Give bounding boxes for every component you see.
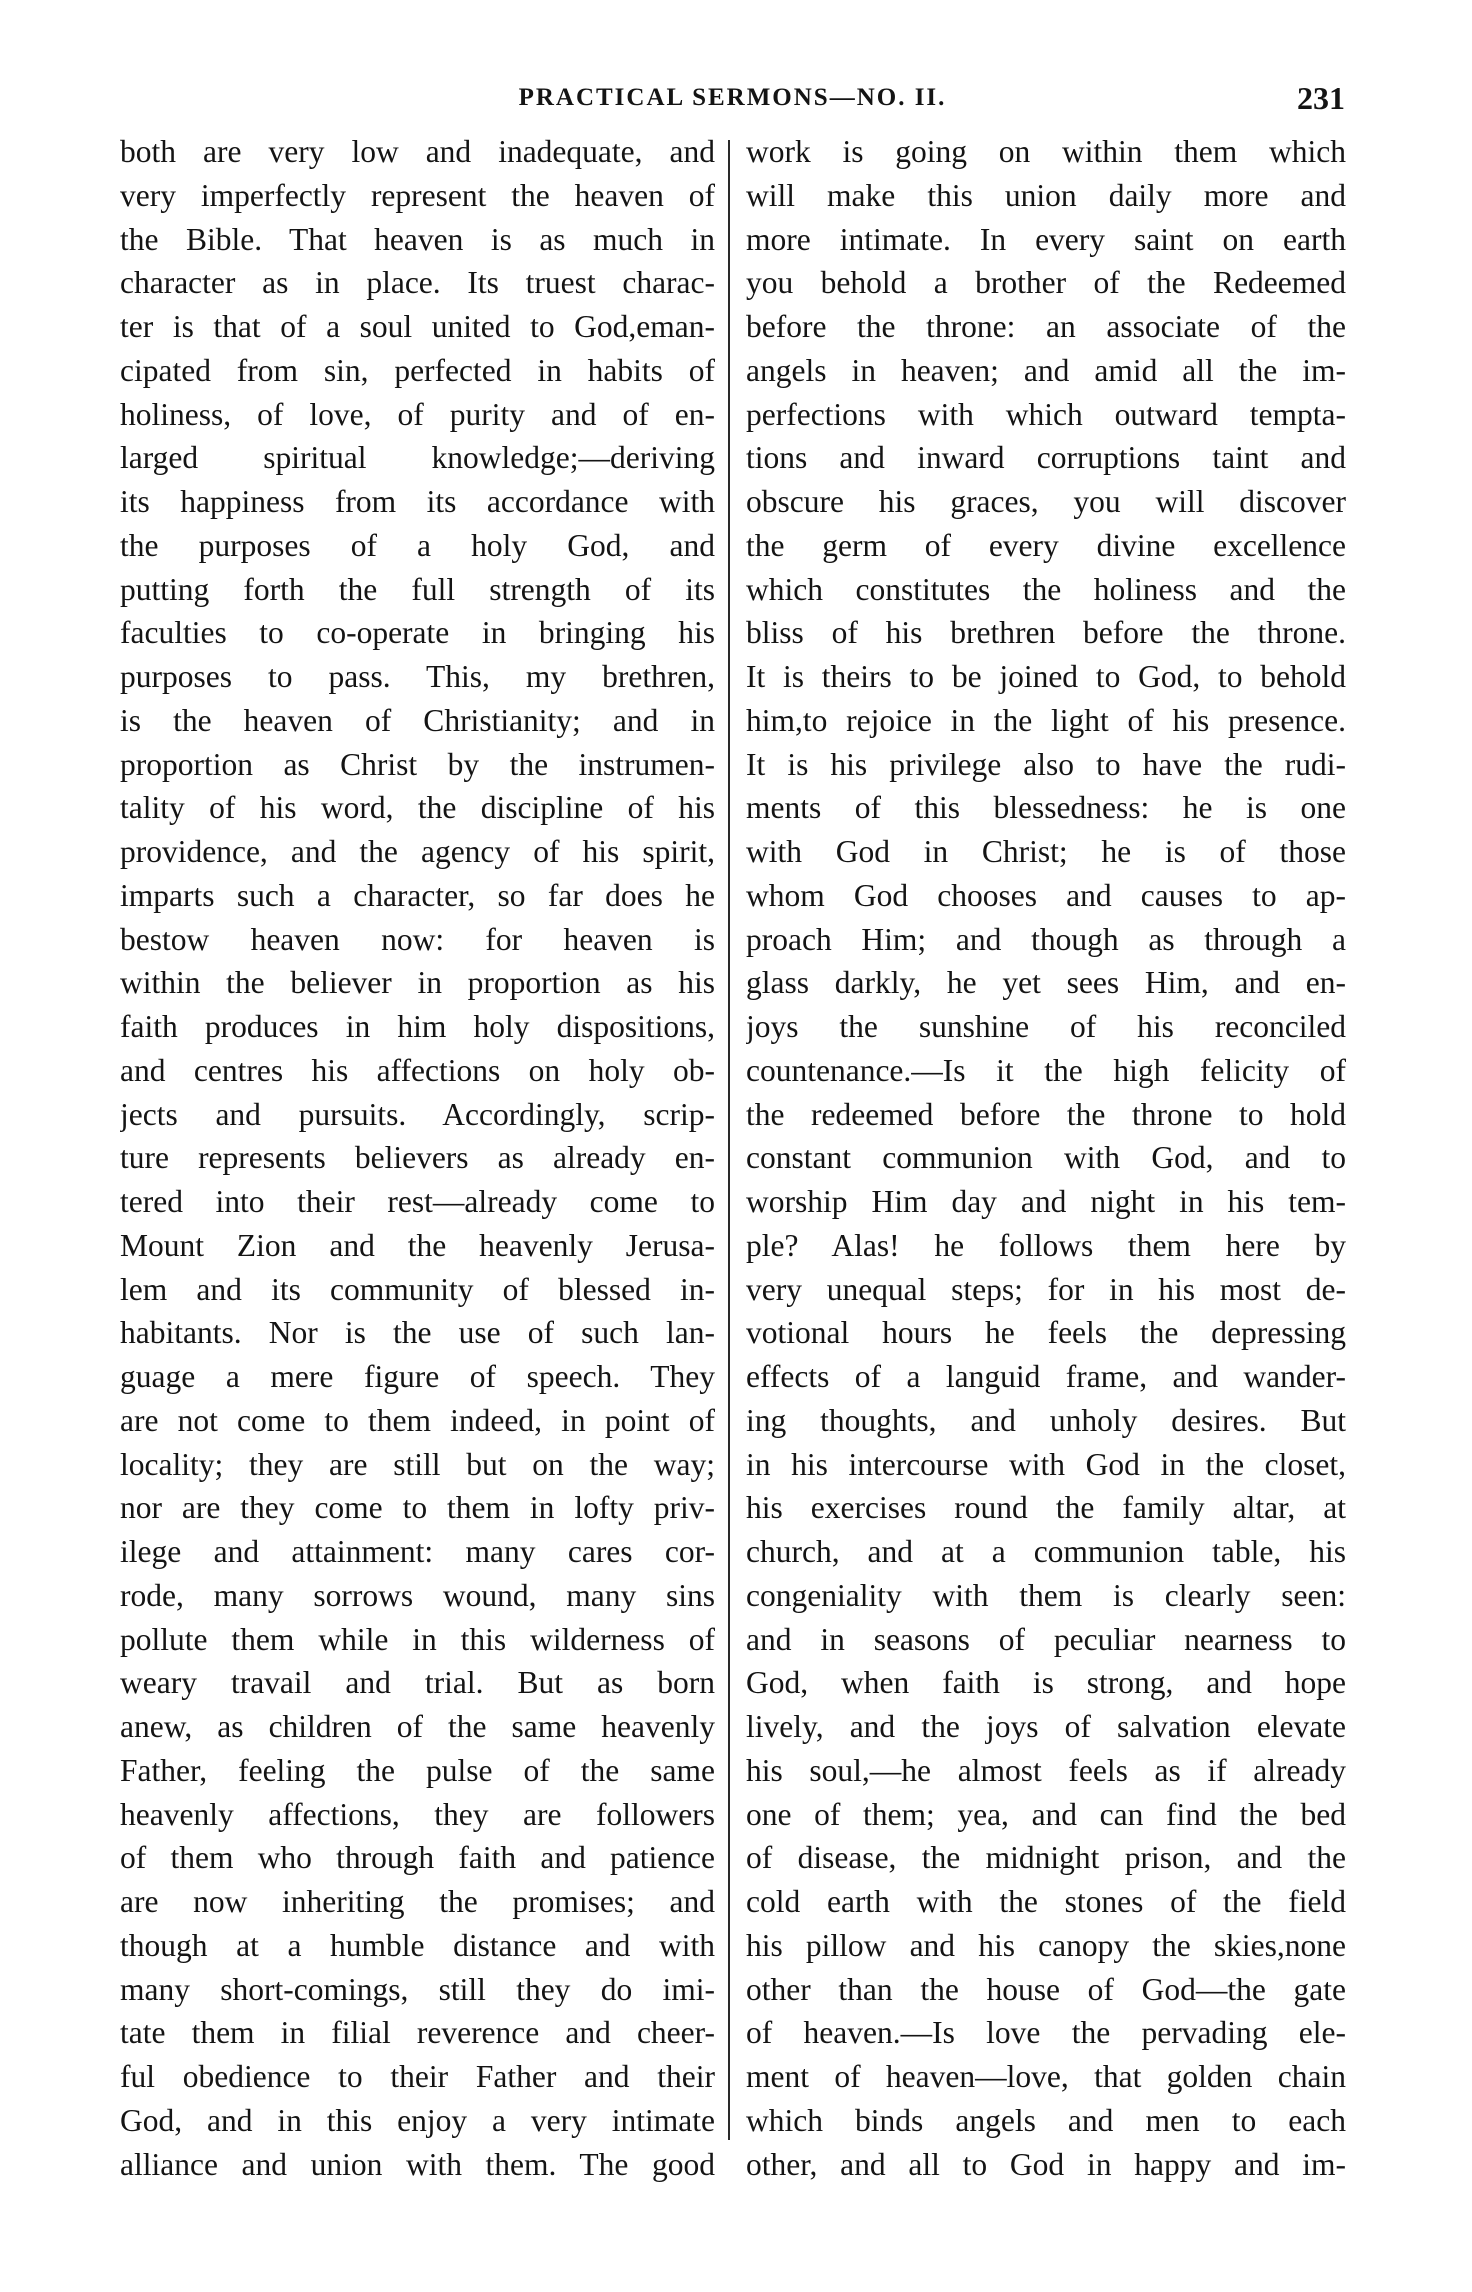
text-line: effects of a languid frame, and wander- [746,1359,1346,1394]
text-line: lem and its community of blessed in- [120,1271,715,1307]
text-line: faith produces in him holy dispositions, [120,1009,715,1044]
text-line: proach Him; and though as through a [746,921,1346,957]
text-line: other, and all to God in happy and im- [746,2146,1346,2182]
text-line: which binds angels and men to each [746,2102,1346,2138]
text-line: other than the house of God—the gate [746,1971,1346,2007]
column-divider [728,140,730,2140]
text-line: putting forth the full strength of its [120,571,715,607]
running-title: PRACTICAL SERMONS—NO. II. [518,84,947,111]
text-line: cold earth with the stones of the field [746,1884,1346,1919]
text-line: anew, as children of the same heavenly [120,1709,715,1744]
text-line: of disease, the midnight prison, and the [746,1840,1346,1876]
page-number: 231 [1297,80,1345,116]
text-line: alliance and union with them. The good [120,2146,715,2182]
text-line: lively, and the joys of salvation elevate [746,1709,1346,1744]
text-line: angels in heaven; and amid all the im- [746,352,1346,388]
text-line: rode, many sorrows wound, many sins [120,1577,715,1613]
text-line: very unequal steps; for in his most de- [746,1271,1346,1307]
text-line: ments of this blessedness: he is one [746,790,1346,826]
text-line: worship Him day and night in his tem- [746,1184,1346,1219]
text-line: church, and at a communion table, his [746,1534,1346,1569]
text-line: jects and pursuits. Accordingly, scrip- [120,1096,715,1132]
text-line: ment of heaven—love, that golden chain [746,2059,1346,2094]
text-line: within the believer in proportion as his [120,965,715,1001]
text-line: in his intercourse with God in the closet, [746,1446,1346,1482]
text-line: Mount Zion and the heavenly Jerusa- [120,1227,715,1263]
text-line: glass darkly, he yet sees Him, and en- [746,965,1346,1001]
text-line: of heaven.—Is love the pervading ele- [746,2015,1346,2051]
text-line: imparts such a character, so far does he [120,877,715,913]
text-line: and in seasons of peculiar nearness to [746,1621,1346,1657]
text-line: its happiness from its accordance with [120,484,715,519]
text-line: guage a mere figure of speech. They [120,1359,715,1394]
text-line: bestow heaven now: for heaven is [120,921,715,957]
text-line: more intimate. In every saint on earth [746,221,1346,257]
text-line: It is his privilege also to have the rudi- [746,746,1346,782]
left-column [120,130,715,2186]
text-line: are not come to them indeed, in point of [120,1402,715,1438]
text-line: you behold a brother of the Redeemed [746,265,1346,301]
text-line: It is theirs to be joined to God, to behold [746,659,1346,694]
text-line: tions and inward corruptions taint and [746,440,1346,476]
text-line: ing thoughts, and unholy desires. But [746,1402,1346,1438]
text-line: locality; they are still but on the way; [120,1446,715,1482]
text-line: obscure his graces, you will discover [746,484,1346,519]
text-line: character as in place. Its truest charac- [120,265,715,301]
text-line: the redeemed before the throne to hold [746,1096,1346,1132]
text-line: God, and in this enjoy a very intimate [120,2102,715,2138]
text-line: are now inheriting the promises; and [120,1884,715,1919]
text-line: is the heaven of Christianity; and in [120,702,715,738]
text-line: of them who through faith and patience [120,1840,715,1876]
text-line: both are very low and inadequate, and [120,134,715,169]
text-line: tered into their rest—already come to [120,1184,715,1219]
text-line: many short-comings, still they do imi- [120,1971,715,2007]
text-line: larged spiritual knowledge;—deriving [120,440,715,476]
text-line: ple? Alas! he follows them here by [746,1227,1346,1263]
text-line: his pillow and his canopy the skies,none [746,1927,1346,1963]
text-line: his soul,—he almost feels as if already [746,1752,1346,1788]
text-line: his exercises round the family altar, at [746,1490,1346,1526]
text-line: the purposes of a holy God, and [120,527,715,563]
text-line: with God in Christ; he is of those [746,834,1346,869]
text-line: pollute them while in this wilderness of [120,1621,715,1657]
text-line: proportion as Christ by the instrumen- [120,746,715,782]
text-line: joys the sunshine of his reconciled [746,1009,1346,1044]
text-line: work is going on within them which [746,134,1346,169]
text-line: will make this union daily more and [746,177,1346,213]
text-line: though at a humble distance and with [120,1927,715,1963]
text-line: constant communion with God, and to [746,1140,1346,1176]
text-line: Father, feeling the pulse of the same [120,1752,715,1788]
text-line: whom God chooses and causes to ap- [746,877,1346,913]
text-line: habitants. Nor is the use of such lan- [120,1315,715,1351]
text-line: nor are they come to them in lofty priv- [120,1490,715,1526]
text-line: before the throne: an associate of the [746,309,1346,344]
text-line: weary travail and trial. But as born [120,1665,715,1701]
text-line: God, when faith is strong, and hope [746,1665,1346,1701]
text-line: the Bible. That heaven is as much in [120,221,715,257]
text-line: purposes to pass. This, my brethren, [120,659,715,694]
text-line: and centres his affections on holy ob- [120,1052,715,1088]
text-line: ilege and attainment: many cares cor- [120,1534,715,1569]
text-line: congeniality with them is clearly seen: [746,1577,1346,1613]
text-line: providence, and the agency of his spirit, [120,834,715,869]
text-line: perfections with which outward tempta- [746,396,1346,432]
text-line: cipated from sin, perfected in habits of [120,352,715,388]
text-line: holiness, of love, of purity and of en- [120,396,715,432]
right-column [746,130,1346,2186]
text-line: the germ of every divine excellence [746,527,1346,563]
text-line: bliss of his brethren before the throne. [746,615,1346,651]
text-line: very imperfectly represent the heaven of [120,177,715,213]
text-line: tate them in filial reverence and cheer- [120,2015,715,2051]
text-line: one of them; yea, and can find the bed [746,1796,1346,1832]
running-header [120,80,1345,124]
text-line: which constitutes the holiness and the [746,571,1346,607]
text-line: ture represents believers as already en- [120,1140,715,1176]
text-line: countenance.—Is it the high felicity of [746,1052,1346,1088]
text-line: votional hours he feels the depressing [746,1315,1346,1351]
text-line: faculties to co-operate in bringing his [120,615,715,651]
text-line: ter is that of a soul united to God,eman- [120,309,715,344]
text-line: tality of his word, the discipline of his [120,790,715,826]
text-line: ful obedience to their Father and their [120,2059,715,2094]
text-line: heavenly affections, they are followers [120,1796,715,1832]
text-line: him,to rejoice in the light of his presence. [746,702,1346,738]
